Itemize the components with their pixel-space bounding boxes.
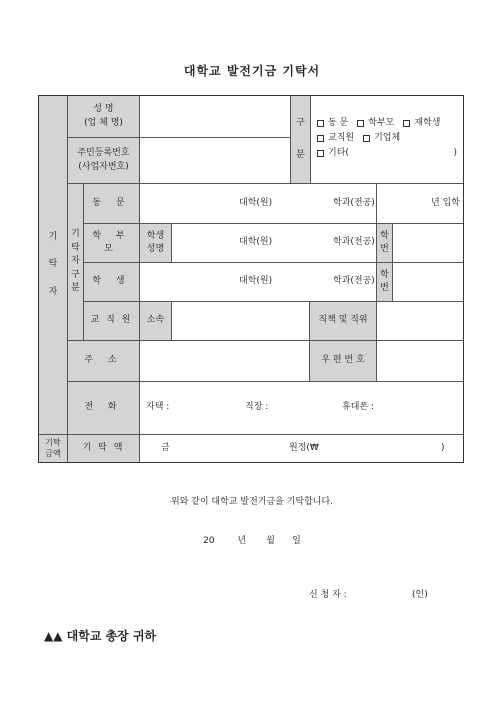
option-enrolled-student[interactable]: 재학생 xyxy=(403,116,440,131)
recipient-closing: ▲▲ 대학교 총장 귀하 xyxy=(44,629,157,643)
category-label: 구 분 xyxy=(291,96,311,184)
checkbox-icon xyxy=(317,135,324,142)
donation-form-table xyxy=(38,95,464,463)
category-options: 동 문 학부모 재학생 교직원 기업체 기타( ) xyxy=(311,96,463,184)
student-major-field[interactable]: 대학(원) 학과(전공) xyxy=(140,263,377,302)
donor-type-label: 기 탁 자 구 분 xyxy=(68,184,84,341)
phone-label: 전 화 xyxy=(68,382,140,435)
phone-field[interactable]: 자택 : 직장 : 휴대폰 : xyxy=(140,382,463,435)
amount-section-label: 기탁 금액 xyxy=(39,435,68,462)
checkbox-icon xyxy=(317,120,324,127)
donation-amount-label: 기 탁 액 xyxy=(68,435,140,462)
registration-number-label: 주민등록번호 (사업자번호) xyxy=(68,138,140,184)
applicant-label: 신 청 자 : xyxy=(309,590,347,600)
student-label: 학 생 xyxy=(84,263,140,302)
donation-amount-field[interactable]: 금 원정(₩ ) xyxy=(140,435,463,462)
option-parent[interactable]: 학부모 xyxy=(357,116,394,131)
parent-student-id-field[interactable] xyxy=(393,224,463,263)
checkbox-icon xyxy=(403,120,410,127)
parent-label: 학 부 모 xyxy=(84,224,140,263)
postal-code-label: 우 편 번 호 xyxy=(310,341,377,382)
name-label: 성 명 (업 체 명) xyxy=(68,96,140,138)
seal-mark: (인) xyxy=(412,590,428,600)
staff-label: 교 직 원 xyxy=(84,302,140,341)
position-label: 직책 및 직위 xyxy=(310,302,377,341)
parent-student-major-field[interactable]: 대학(원) 학과(전공) xyxy=(172,224,377,263)
parent-student-id-label: 학 번 xyxy=(377,224,393,263)
address-field[interactable] xyxy=(140,341,310,382)
student-name-label: 학생 성명 xyxy=(140,224,172,263)
affiliation-field[interactable] xyxy=(172,302,310,341)
date-line: 20 년 월 일 xyxy=(203,536,301,546)
registration-number-field[interactable] xyxy=(140,138,291,184)
checkbox-icon xyxy=(317,150,324,157)
donation-statement: 위와 같이 대학교 발전기금을 기탁합니다. xyxy=(170,497,334,507)
alumni-admission-field[interactable]: 년 입학 xyxy=(377,184,463,224)
checkbox-icon xyxy=(363,135,370,142)
name-field[interactable] xyxy=(140,96,291,138)
checkbox-icon xyxy=(357,120,364,127)
alumni-major-field[interactable]: 대학(원) 학과(전공) xyxy=(140,184,377,224)
alumni-label: 동 문 xyxy=(84,184,140,224)
postal-code-field[interactable] xyxy=(377,341,463,382)
student-id-field[interactable] xyxy=(393,263,463,302)
donor-section-label: 기 탁 자 xyxy=(39,96,68,435)
student-id-label: 학 번 xyxy=(377,263,393,302)
address-label: 주 소 xyxy=(68,341,140,382)
option-company[interactable]: 기업체 xyxy=(363,131,400,146)
option-faculty-staff[interactable]: 교직원 xyxy=(317,131,354,146)
option-alumni[interactable]: 동 문 xyxy=(317,116,348,131)
option-other[interactable]: 기타( xyxy=(317,146,349,161)
position-field[interactable] xyxy=(377,302,463,341)
page-title: 대학교 발전기금 기탁서 xyxy=(183,64,321,78)
affiliation-label: 소속 xyxy=(140,302,172,341)
